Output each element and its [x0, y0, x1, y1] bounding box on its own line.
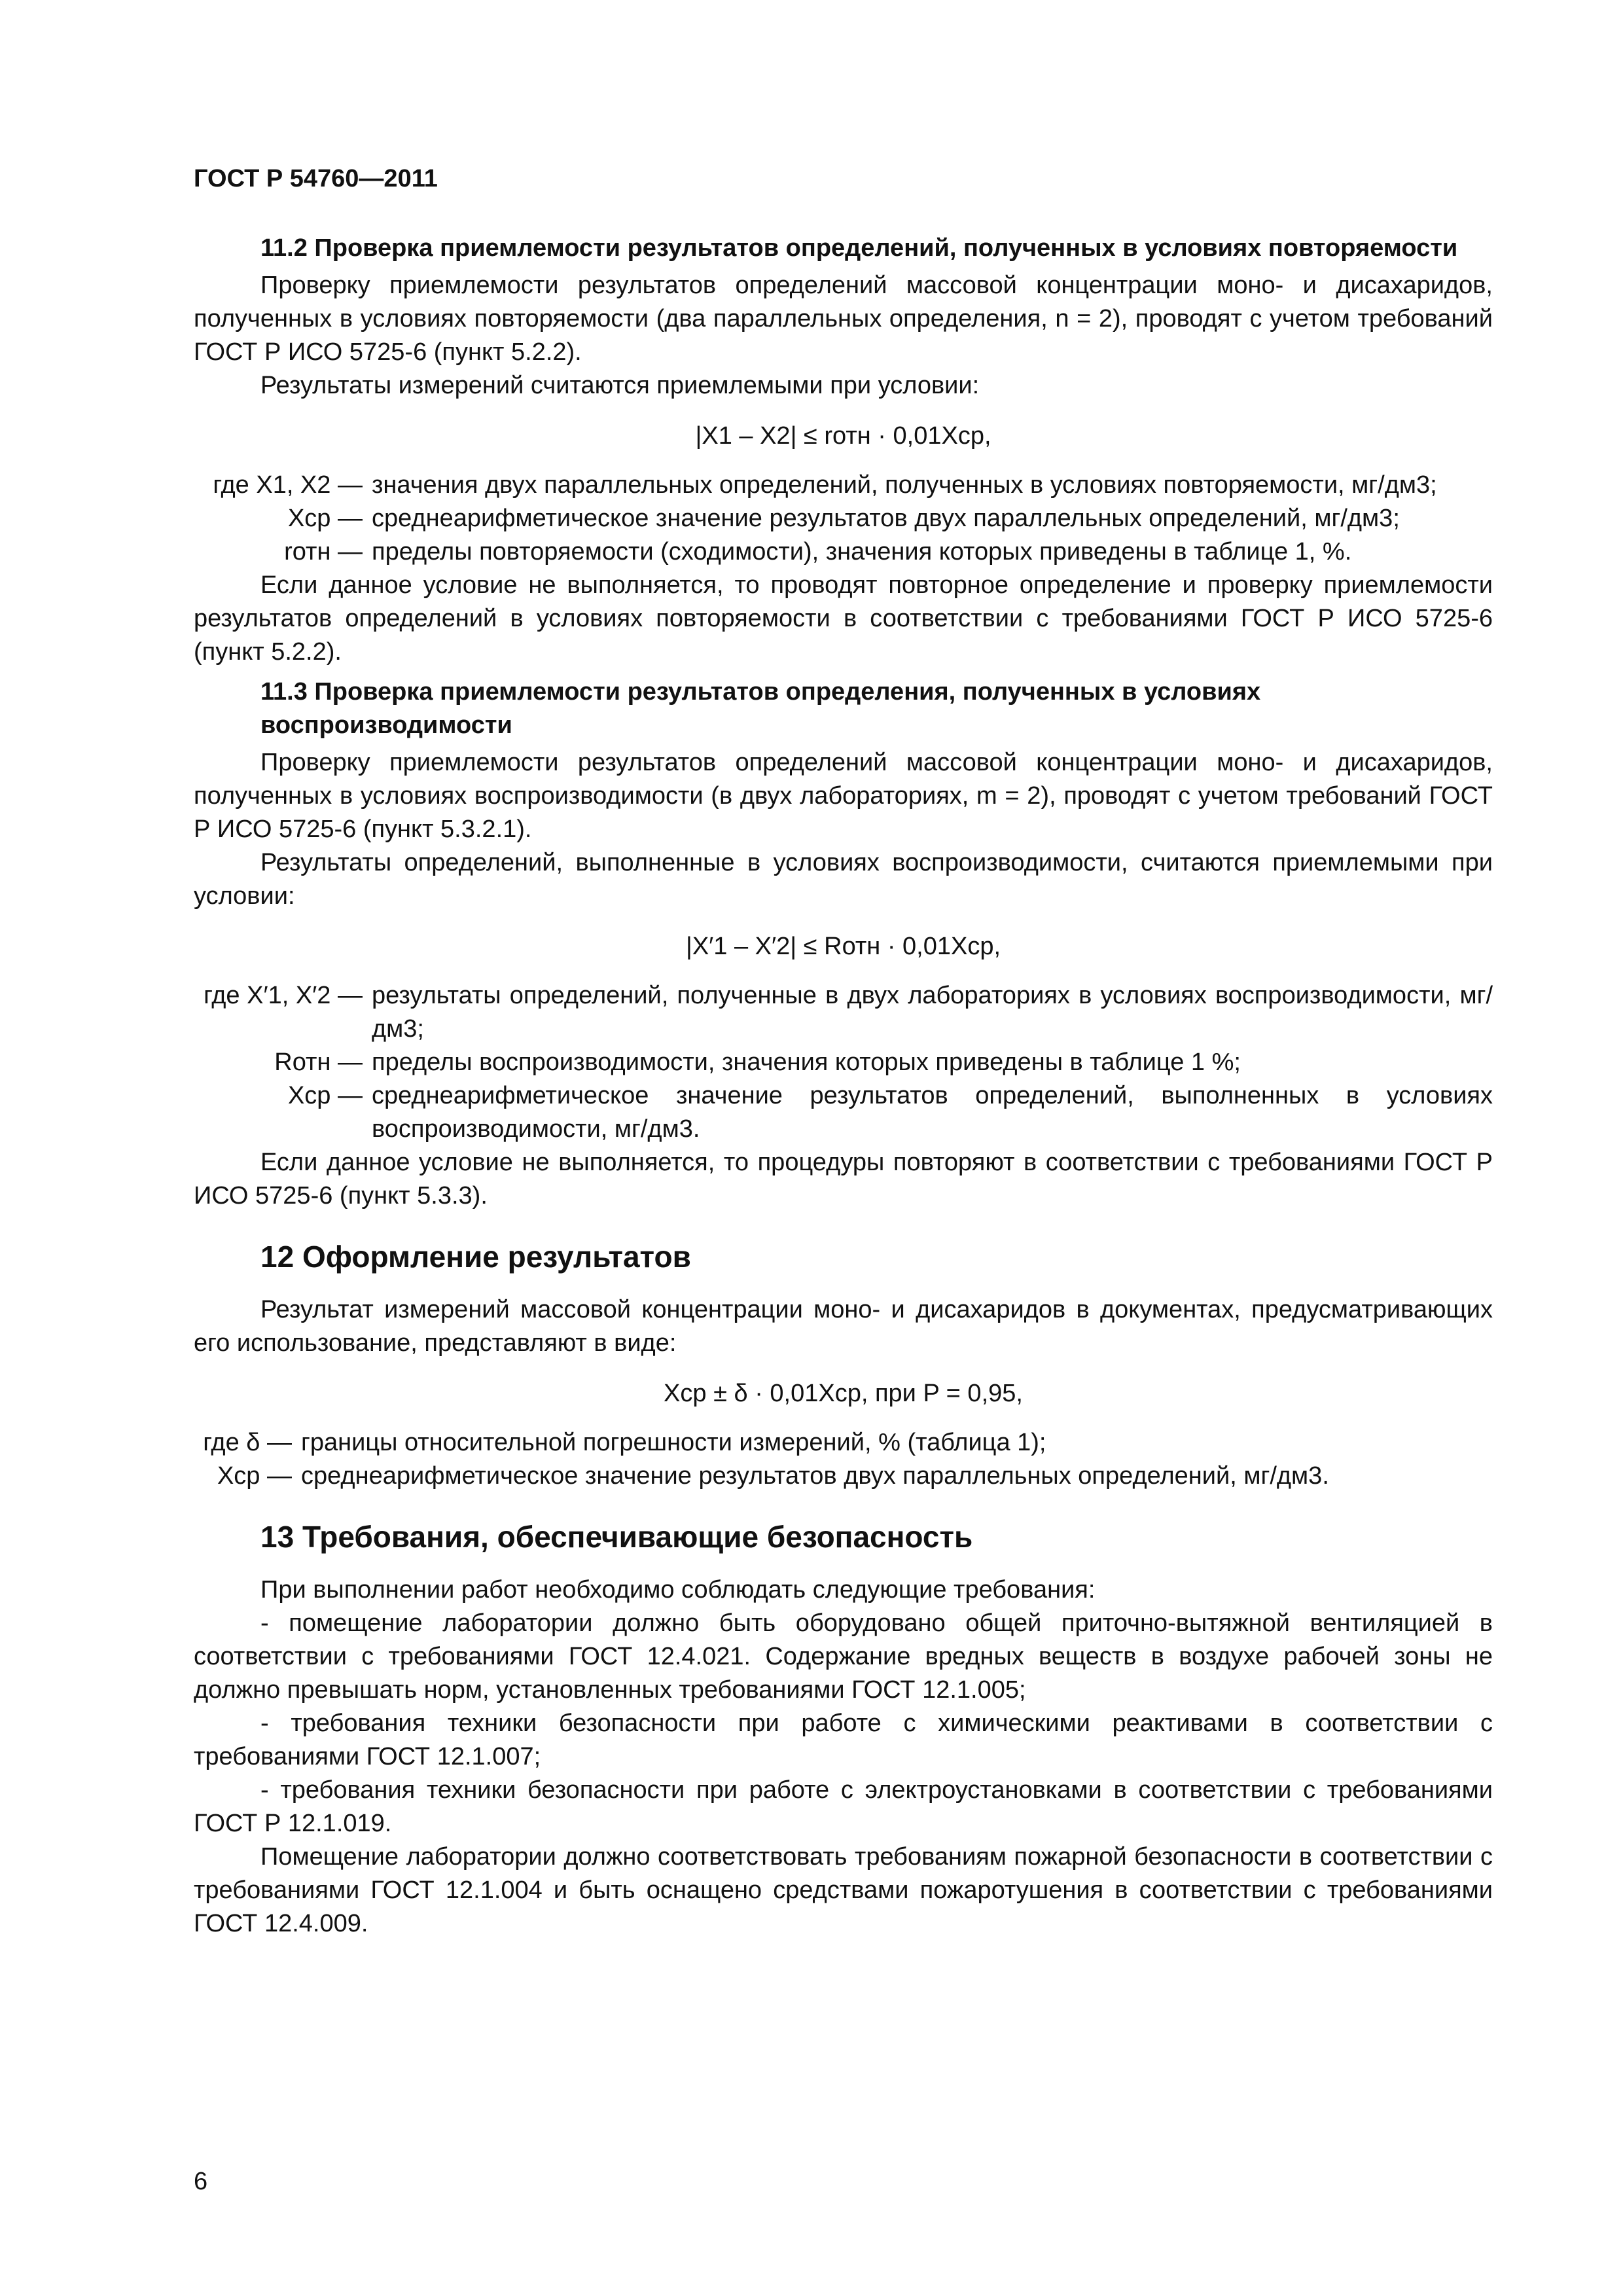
section-11-3-legend	[194, 979, 1493, 1146]
document-header: ГОСТ Р 54760—2011	[194, 165, 438, 192]
page-number: 6	[194, 2168, 208, 2195]
legend-term: где X1, X2 —	[213, 471, 363, 499]
legend-term: Xср —	[287, 505, 363, 532]
section-13-paragraph-2: Помещение лаборатории должно соответствовать требованиям пожарной безопасности в соответствии с требованиями ГОСТ 12.1.004 и быть оснащено средствами пожаротушения в соответствии с требованиями ГОСТ 12.4.009.	[194, 1843, 1493, 1937]
section-11-3-title: 11.3 Проверка приемлемости результатов определения, полученных в условиях воспроизводимости	[260, 678, 1261, 739]
legend-definition: границы относительной погрешности измерений, % (таблица 1);	[301, 1429, 1046, 1456]
section-13-list-item-1: - помещение лаборатории должно быть оборудовано общей приточно-вытяжной вентиляцией в соответствии с требованиями ГОСТ 12.4.021. Содержание вредных веществ в воздухе рабочей зоны не должно превышать норм, установленных требованиями ГОСТ 12.1.005;	[194, 1609, 1493, 1704]
result-formula: Xср ± δ · 0,01Xср, при P = 0,95,	[664, 1380, 1023, 1407]
legend-definition: пределы воспроизводимости, значения которых приведены в таблице 1 %;	[372, 1049, 1241, 1076]
section-13-paragraph-1: При выполнении работ необходимо соблюдать следующие требования:	[260, 1576, 1096, 1604]
section-11-2-title: 11.2 Проверка приемлемости результатов определений, полученных в условиях повторяемости	[260, 234, 1458, 262]
section-13-list-item-2: - требования техники безопасности при работе с химическими реактивами в соответствии с требованиями ГОСТ 12.1.007;	[194, 1710, 1493, 1770]
legend-term: Xср —	[287, 1082, 363, 1109]
legend-definition: пределы повторяемости (сходимости), значения которых приведены в таблице 1, %.	[372, 538, 1352, 565]
section-12-legend	[194, 1426, 1493, 1493]
section-11-2-paragraph-3: Если данное условие не выполняется, то проводят повторное определение и проверку приемлемости результатов определений в условиях повторяемости в соответствии с требованиями ГОСТ Р ИСО 5725-6 (пункт 5.2.2).	[194, 571, 1493, 666]
document-body	[194, 162, 1493, 1941]
section-13-title: 13 Требования, обеспечивающие безопасность	[260, 1520, 973, 1554]
section-13-list-item-3: - требования техники безопасности при работе с электроустановками в соответствии с требованиями ГОСТ Р 12.1.019.	[194, 1776, 1493, 1837]
legend-term: Xср —	[217, 1462, 292, 1490]
repeatability-formula: |X1 – X2| ≤ rотн · 0,01Xср,	[695, 422, 991, 450]
reproducibility-formula: |X′1 – X′2| ≤ Rотн · 0,01Xср,	[685, 933, 1001, 960]
legend-definition: среднеарифметическое значение результатов определений, выполненных в условиях воспроизводимости, мг/дм3.	[372, 1082, 1493, 1143]
legend-term: Rотн —	[274, 1049, 363, 1076]
section-11-2-legend	[194, 469, 1493, 569]
legend-definition: результаты определений, полученные в двух лабораториях в условиях воспроизводимости, мг/дм3;	[372, 982, 1493, 1043]
legend-definition: среднеарифметическое значение результатов двух параллельных определений, мг/дм3;	[372, 505, 1400, 532]
legend-term: rотн —	[284, 538, 363, 565]
section-11-3-paragraph-3: Если данное условие не выполняется, то процедуры повторяют в соответствии с требованиями ГОСТ Р ИСО 5725-6 (пункт 5.3.3).	[194, 1149, 1493, 1210]
section-11-3-paragraph-2: Результаты определений, выполненные в условиях воспроизводимости, считаются приемлемыми при условии:	[194, 849, 1493, 910]
section-12-paragraph-1: Результат измерений массовой концентрации моно- и дисахаридов в документах, предусматривающих его использование, представляют в виде:	[194, 1296, 1493, 1357]
section-11-3-paragraph-1: Проверку приемлемости результатов определений массовой концентрации моно- и дисахаридов, полученных в условиях воспроизводимости (в двух лабораториях, m = 2), проводят с учетом требований ГОСТ Р ИСО 5725-6 (пункт 5.3.2.1).	[194, 749, 1493, 843]
section-11-2-paragraph-1: Проверку приемлемости результатов определений массовой концентрации моно- и дисахаридов, полученных в условиях повторяемости (два параллельных определения, n = 2), проводят с учетом требований ГОСТ Р ИСО 5725-6 (пункт 5.2.2).	[194, 272, 1493, 366]
section-11-2-paragraph-2: Результаты измерений считаются приемлемыми при условии:	[260, 372, 980, 399]
legend-definition: среднеарифметическое значение результатов двух параллельных определений, мг/дм3.	[301, 1462, 1329, 1490]
legend-definition: значения двух параллельных определений, полученных в условиях повторяемости, мг/дм3;	[372, 471, 1437, 499]
legend-term: где X′1, X′2 —	[204, 982, 363, 1009]
section-12-title: 12 Оформление результатов	[260, 1240, 691, 1274]
legend-term: где δ —	[203, 1429, 292, 1456]
